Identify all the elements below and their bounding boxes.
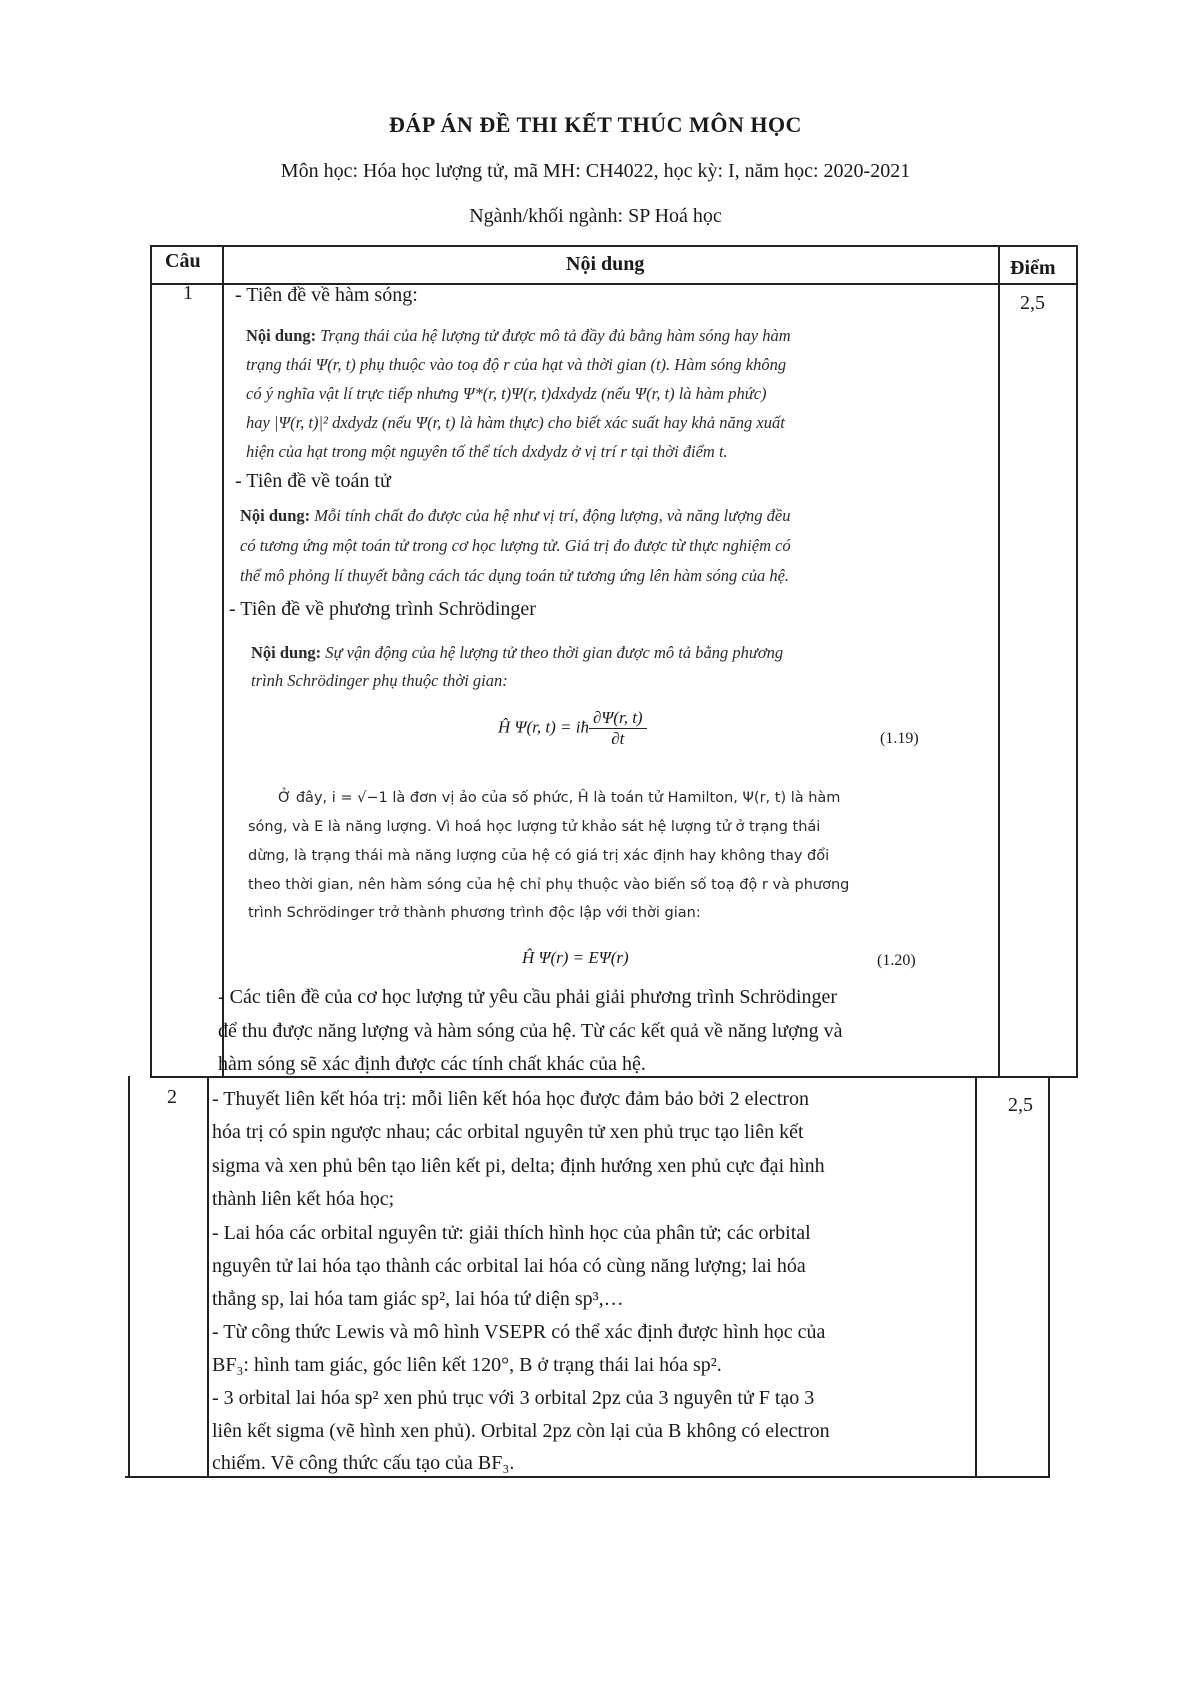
equation-1-20: Ĥ Ψ(r) = EΨ(r) [522, 948, 629, 967]
q1-schrodinger-label: Nội dung: [251, 643, 322, 662]
q1-score: 2,5 [1020, 292, 1045, 314]
content-col-left-lower [207, 1076, 209, 1477]
q1-operator-line-1: Nội dung: Mỗi tính chất đo được của hệ như vị trí, động lượng, và năng lượng đều [240, 506, 791, 525]
q1-schrodinger-body-1: Ở đây, i = √−1 là đơn vị ảo của số phức, Ĥ là toán tử Hamilton, Ψ(r, t) là hàm [278, 790, 841, 806]
table-row-divider [150, 1076, 1078, 1078]
q2-line-11: liên kết sigma (vẽ hình xen phủ). Orbital 2pz còn lại của B không có electron [212, 1420, 830, 1442]
q1-schrodinger-body-2: sóng, và E là năng lượng. Vì hoá học lượng tử khảo sát hệ lượng tử ở trạng thái [248, 819, 821, 835]
q1-number: 1 [183, 282, 193, 304]
q1-wavefunction-line-5: hiện của hạt trong một nguyên tố thể tích dxdydz ở vị trí r tại thời điểm t. [246, 442, 728, 461]
score-col-left [998, 245, 1000, 1077]
q1-wavefunction-line-1: Nội dung: Trạng thái của hệ lượng tử được mô tả đầy đủ bằng hàm sóng hay hàm [246, 326, 791, 345]
q1-wavefunction-line-2: trạng thái Ψ(r, t) phụ thuộc vào toạ độ r của hạt và thời gian (t). Hàm sóng không [246, 355, 787, 374]
equation-1-19: Ĥ Ψ(r, t) = iħ $\frac{\partial\Psi(r, t)}{\partial t}$ [498, 708, 647, 749]
q1-conclusion-line-3: hàm sóng sẽ xác định được các tính chất khác của hệ. [218, 1053, 646, 1075]
q2-line-1: - Thuyết liên kết hóa trị: mỗi liên kết hóa học được đảm bảo bởi 2 electron [212, 1088, 810, 1110]
major-line: Ngành/khối ngành: SP Hoá học [469, 205, 722, 227]
table-left-border [150, 245, 152, 1077]
q1-conclusion-line-2: để thu được năng lượng và hàm sóng của hệ. Từ các kết quả về năng lượng và [218, 1020, 843, 1042]
header-question: Câu [165, 250, 201, 272]
equation-1-19-number: (1.19) [880, 730, 919, 747]
q2-line-3: sigma và xen phủ bên tạo liên kết pi, delta; định hướng xen phủ cực đại hình [212, 1155, 825, 1177]
q1-operator-line-3: thể mô phỏng lí thuyết bằng cách tác dụng toán tử tương ứng lên hàm sóng của hệ. [240, 566, 790, 585]
q1-wavefunction-label: Nội dung: [246, 326, 317, 345]
q1-schrodinger-line-1: Nội dung: Sự vận động của hệ lượng tử theo thời gian được mô tả bằng phương [251, 643, 784, 662]
table-right-border [1076, 245, 1078, 1077]
table-right-border-lower [1048, 1076, 1050, 1477]
header-score: Điểm [1010, 257, 1056, 279]
table-top-border [150, 245, 1078, 247]
q1-schrodinger-body-3: dừng, là trạng thái mà năng lượng của hệ có giá trị xác định hay không thay đổi [248, 848, 830, 864]
q2-score: 2,5 [1008, 1094, 1033, 1116]
q1-operator-heading: - Tiên đề về toán tử [235, 470, 391, 492]
q2-line-6: nguyên tử lai hóa tạo thành các orbital lai hóa có cùng năng lượng; lai hóa [212, 1255, 806, 1277]
q1-operator-label: Nội dung: [240, 506, 311, 525]
q2-line-9: BF₃: hình tam giác, góc liên kết 120°, B ở trạng thái lai hóa sp². [212, 1354, 722, 1376]
q1-operator-line-2: có tương ứng một toán tử trong cơ học lượng tử. Giá trị đo được từ thực nghiệm có [240, 536, 791, 555]
document-title: ĐÁP ÁN ĐỀ THI KẾT THÚC MÔN HỌC [389, 112, 802, 137]
q2-line-12: chiếm. Vẽ công thức cấu tạo của BF₃. [212, 1452, 515, 1474]
subject-line: Môn học: Hóa học lượng tử, mã MH: CH4022, học kỳ: I, năm học: 2020-2021 [280, 160, 911, 182]
q1-wavefunction-line-3: có ý nghĩa vật lí trực tiếp nhưng Ψ*(r, t)Ψ(r, t)dxdydz (nếu Ψ(r, t) là hàm phức) [246, 384, 767, 403]
q2-line-7: thẳng sp, lai hóa tam giác sp², lai hóa tứ diện sp³,… [212, 1288, 624, 1310]
q1-schrodinger-line-2: trình Schrödinger phụ thuộc thời gian: [251, 671, 508, 690]
q2-line-5: - Lai hóa các orbital nguyên tử: giải thích hình học của phân tử; các orbital [212, 1222, 811, 1244]
equation-1-20-number: (1.20) [877, 952, 916, 969]
q2-line-4: thành liên kết hóa học; [212, 1188, 395, 1210]
q1-wavefunction-line-4: hay |Ψ(r, t)|² dxdydz (nếu Ψ(r, t) là hàm thực) cho biết xác suất hay khả năng xuất [246, 413, 785, 432]
table-left-border-lower [128, 1076, 130, 1477]
q1-schrodinger-body-4: theo thời gian, nên hàm sóng của hệ chỉ phụ thuộc vào biến số toạ độ r và phương [248, 877, 850, 893]
score-col-left-lower [975, 1076, 977, 1477]
header-content: Nội dung [566, 253, 645, 275]
q1-wavefunction-heading: - Tiên đề về hàm sóng: [235, 284, 418, 306]
q1-schrodinger-heading: - Tiên đề về phương trình Schrödinger [229, 598, 536, 620]
q2-line-10: - 3 orbital lai hóa sp² xen phủ trục với 3 orbital 2pz của 3 nguyên tử F tạo 3 [212, 1387, 815, 1409]
table-bottom-border [125, 1476, 1050, 1478]
content-col-left [222, 245, 224, 1077]
q2-line-2: hóa trị có spin ngược nhau; các orbital nguyên tử xen phủ trục tạo liên kết [212, 1121, 804, 1143]
q1-conclusion-line-1: - Các tiên đề của cơ học lượng tử yêu cầu phải giải phương trình Schrödinger [218, 986, 838, 1008]
q1-schrodinger-body-5: trình Schrödinger trở thành phương trình độc lập với thời gian: [248, 905, 701, 921]
q2-number: 2 [167, 1086, 177, 1108]
equation-fraction: $\frac{\partial\Psi(r, t)}{\partial t}$ [589, 708, 647, 749]
q2-line-8: - Từ công thức Lewis và mô hình VSEPR có thể xác định được hình học của [212, 1321, 826, 1343]
